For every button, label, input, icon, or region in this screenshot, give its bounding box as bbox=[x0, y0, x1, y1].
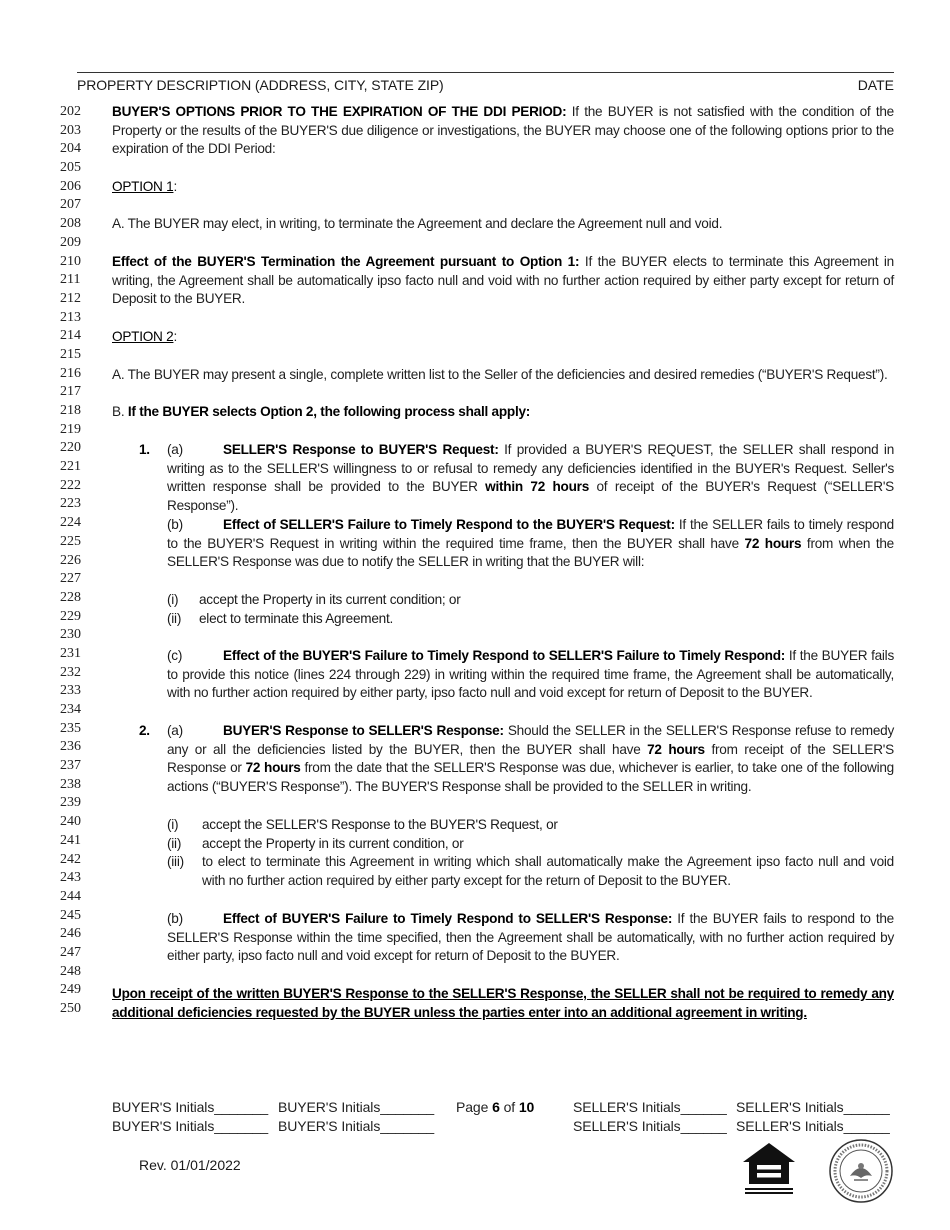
page-prefix: Page bbox=[456, 1099, 493, 1115]
line-number: 220 bbox=[60, 440, 81, 456]
line-number: 236 bbox=[60, 739, 81, 755]
line-number: 240 bbox=[60, 814, 81, 830]
buyer-initials-3: BUYER'S Initials_______ bbox=[112, 1118, 269, 1134]
line-number: 213 bbox=[60, 309, 81, 325]
line-number: 227 bbox=[60, 571, 81, 587]
line-number: 239 bbox=[60, 795, 81, 811]
item1b-paragraph bbox=[167, 516, 894, 572]
line-number: 233 bbox=[60, 683, 81, 699]
buyer-initials-1: BUYER'S Initials_______ bbox=[112, 1099, 269, 1115]
page-total: 10 bbox=[518, 1099, 535, 1115]
seller-initials-3: SELLER'S Initials______ bbox=[573, 1118, 727, 1134]
line-number: 208 bbox=[60, 216, 81, 232]
item1c-paragraph bbox=[167, 647, 894, 703]
item2a-list-text-2: to elect to terminate this Agreement in writing which shall automatically make the Agreement ipso facto null and void with no further action required by either party except for the return of Deposit to the BUYER. bbox=[202, 854, 894, 888]
page-number: 6 bbox=[492, 1099, 500, 1115]
option2-colon: : bbox=[173, 329, 177, 344]
item2b-heading: Effect of BUYER'S Failure to Timely Respond to SELLER'S Response: bbox=[223, 911, 673, 926]
item2a-list-num-0: (i) bbox=[167, 817, 179, 832]
line-number: 215 bbox=[60, 346, 81, 362]
line-number: 212 bbox=[60, 290, 81, 306]
item1a-letter: (a) bbox=[167, 442, 183, 457]
item1c-text: If the BUYER fails to provide this notice (lines 224 through 229) in writing within the required time frame, the Agreement shall be automatically, with no further action required by either party, ipso facto null and void except for return of Deposit to the BUYER. bbox=[167, 648, 894, 701]
item1b-list-text-1: elect to terminate this Agreement. bbox=[199, 611, 393, 626]
option2-a: A. The BUYER may present a single, complete written list to the Seller of the deficiencies and desired remedies (“BUYER'S Request”). bbox=[112, 367, 888, 382]
seller-initials-2: SELLER'S Initials______ bbox=[736, 1099, 890, 1115]
item2a-paragraph bbox=[167, 722, 894, 797]
option2-heading bbox=[112, 328, 177, 347]
item1b-text2: from when the SELLER'S Response was due to notify the SELLER in writing that the BUYER will: bbox=[167, 535, 894, 570]
line-number: 250 bbox=[60, 1001, 81, 1016]
option2-label: OPTION 2 bbox=[112, 329, 174, 344]
item1c-heading: Effect of the BUYER'S Failure to Timely Respond to SELLER'S Failure to Timely Respond: bbox=[223, 648, 786, 663]
line-number: 210 bbox=[60, 253, 81, 269]
item1b-list-num-1: (ii) bbox=[167, 611, 182, 626]
line-number: 230 bbox=[60, 627, 81, 643]
buyer-initials-4: BUYER'S Initials_______ bbox=[278, 1118, 435, 1134]
option1-a: A. The BUYER may elect, in writing, to terminate the Agreement and declare the Agreement null and void. bbox=[112, 216, 723, 231]
item2a-bold2: 72 hours bbox=[245, 760, 301, 776]
line-number: 238 bbox=[60, 776, 81, 792]
buyer-options-text: If the BUYER is not satisfied with the condition of the Property or the results of the BUYER'S due diligence or investigations, the BUYER may choose one of the following options prior to the expiration of the DDI Period: bbox=[112, 104, 894, 157]
item2a-list-num-1: (ii) bbox=[167, 836, 182, 851]
item1a-paragraph bbox=[167, 441, 894, 516]
page-indicator bbox=[456, 1099, 534, 1115]
item1a-text1: If provided a BUYER'S REQUEST, the SELLER shall respond in writing as to the SELLER'S willingness to or refusal to remedy any deficiencies identified in the BUYER's Request. Seller's written response shall be provided to the BUYER bbox=[167, 442, 895, 495]
item1b-text1: If the SELLER fails to timely respond to the BUYER'S Request in writing within the required time frame, then the BUYER shall have bbox=[167, 517, 894, 551]
effect-option1-text: If the BUYER elects to terminate this Agreement in writing, the Agreement shall be automatically ipso facto null and void with no further action required by either party except for return of Deposit to the BUYER. bbox=[112, 254, 894, 307]
item1b-heading: Effect of SELLER'S Failure to Timely Respond to the BUYER'S Request: bbox=[223, 517, 675, 532]
item2b-paragraph bbox=[167, 910, 894, 966]
line-number: 217 bbox=[60, 384, 81, 400]
line-number: 241 bbox=[60, 832, 81, 848]
line-number: 243 bbox=[60, 870, 81, 886]
item1a-text2: of receipt of the BUYER's Request (“SELLER'S Response”). bbox=[167, 479, 894, 514]
line-number: 205 bbox=[60, 160, 81, 176]
date-label: DATE bbox=[857, 77, 894, 93]
item2a-list-num-2: (iii) bbox=[167, 854, 184, 869]
item2a-text3: from the date that the SELLER'S Response was due, whichever is earlier, to take one of the following actions (“BUYER'S Response”). The BUYER'S Response shall be provided to the SELLER in writing. bbox=[167, 760, 894, 795]
item1b-bold: 72 hours bbox=[744, 535, 802, 551]
item2a-list-text-1: accept the Property in its current condition, or bbox=[202, 836, 464, 851]
line-number: 202 bbox=[60, 104, 81, 119]
item1-number: 1. bbox=[139, 442, 150, 457]
property-description-label: PROPERTY DESCRIPTION (ADDRESS, CITY, STATE ZIP) bbox=[77, 77, 444, 93]
line-number: 224 bbox=[60, 515, 81, 531]
item2a-list-text-0: accept the SELLER'S Response to the BUYER'S Request, or bbox=[202, 817, 558, 832]
line-number: 216 bbox=[60, 365, 81, 381]
line-number: 211 bbox=[60, 272, 81, 288]
option2-b bbox=[112, 403, 530, 422]
item1a-bold: within 72 hours bbox=[485, 479, 590, 495]
item1c-letter: (c) bbox=[167, 648, 183, 663]
line-number: 207 bbox=[60, 197, 81, 213]
line-number: 204 bbox=[60, 141, 81, 157]
seller-initials-4: SELLER'S Initials______ bbox=[736, 1118, 890, 1134]
line-number: 229 bbox=[60, 608, 81, 624]
item2a-letter: (a) bbox=[167, 723, 183, 738]
line-number: 214 bbox=[60, 328, 81, 344]
page-of: of bbox=[499, 1099, 519, 1115]
line-number: 249 bbox=[60, 982, 81, 998]
item2a-text1: Should the SELLER in the SELLER'S Response refuse to remedy any or all the deficiencies listed by the BUYER, then the BUYER shall have bbox=[167, 723, 894, 757]
line-number: 237 bbox=[60, 758, 81, 774]
buyer-initials-2: BUYER'S Initials_______ bbox=[278, 1099, 435, 1115]
line-number: 223 bbox=[60, 496, 81, 512]
line-number: 231 bbox=[60, 645, 81, 661]
buyer-options-paragraph bbox=[112, 103, 894, 159]
line-number: 228 bbox=[60, 589, 81, 605]
page-header bbox=[77, 72, 894, 95]
line-number: 234 bbox=[60, 702, 81, 717]
option1-colon: : bbox=[173, 179, 177, 194]
line-number: 248 bbox=[60, 963, 81, 979]
revision-date: Rev. 01/01/2022 bbox=[139, 1157, 241, 1173]
item2a-text2: from receipt of the SELLER'S Response or bbox=[167, 741, 894, 776]
seller-initials-1: SELLER'S Initials______ bbox=[573, 1099, 727, 1115]
line-number: 206 bbox=[60, 178, 81, 194]
line-number: 232 bbox=[60, 664, 81, 680]
item1b-letter: (b) bbox=[167, 517, 183, 532]
item2a-heading: BUYER'S Response to SELLER'S Response: bbox=[223, 723, 504, 738]
option1-heading bbox=[112, 178, 177, 197]
item2b-letter: (b) bbox=[167, 911, 183, 926]
effect-option1-paragraph bbox=[112, 253, 894, 309]
line-number: 226 bbox=[60, 552, 81, 568]
line-numbers bbox=[60, 103, 90, 1019]
line-number: 225 bbox=[60, 533, 81, 549]
option2-b-prefix: B. bbox=[112, 404, 128, 419]
line-number: 235 bbox=[60, 720, 81, 736]
line-number: 244 bbox=[60, 888, 81, 904]
option2-b-text: If the BUYER selects Option 2, the following process shall apply: bbox=[127, 404, 531, 419]
line-number: 218 bbox=[60, 403, 81, 418]
line-number: 246 bbox=[60, 926, 81, 942]
line-number: 209 bbox=[60, 234, 81, 250]
item2b-text: If the BUYER fails to respond to the SELLER'S Response within the time specified, then the Agreement shall be automatically, with no further action required by either party, ipso facto null and void except for return of Deposit to the BUYER. bbox=[167, 911, 894, 964]
line-number: 219 bbox=[60, 421, 81, 437]
line-number: 222 bbox=[60, 477, 81, 493]
line-number: 221 bbox=[60, 459, 81, 475]
line-number: 245 bbox=[60, 907, 81, 923]
closing-paragraph: Upon receipt of the written BUYER'S Response to the SELLER'S Response, the SELLER shall not be required to remedy any additional deficiencies requested by the BUYER unless the parties enter into an additional agreement in writing. bbox=[112, 986, 894, 1020]
item1b-list-num-0: (i) bbox=[167, 592, 179, 607]
item2-number: 2. bbox=[139, 723, 150, 738]
effect-option1-heading: Effect of the BUYER'S Termination the Agreement pursuant to Option 1: bbox=[112, 254, 580, 269]
state-seal-icon bbox=[828, 1138, 894, 1204]
option1-label: OPTION 1 bbox=[112, 179, 174, 194]
line-number: 242 bbox=[60, 851, 81, 867]
item2a-bold1: 72 hours bbox=[647, 741, 705, 757]
line-number: 203 bbox=[60, 122, 81, 138]
item1b-list-text-0: accept the Property in its current condition; or bbox=[199, 592, 461, 607]
equal-housing-icon bbox=[740, 1140, 798, 1198]
buyer-options-heading: BUYER'S OPTIONS PRIOR TO THE EXPIRATION OF THE DDI PERIOD: bbox=[112, 104, 567, 119]
item1a-heading: SELLER'S Response to BUYER'S Request: bbox=[223, 442, 499, 457]
line-number: 247 bbox=[60, 944, 81, 960]
